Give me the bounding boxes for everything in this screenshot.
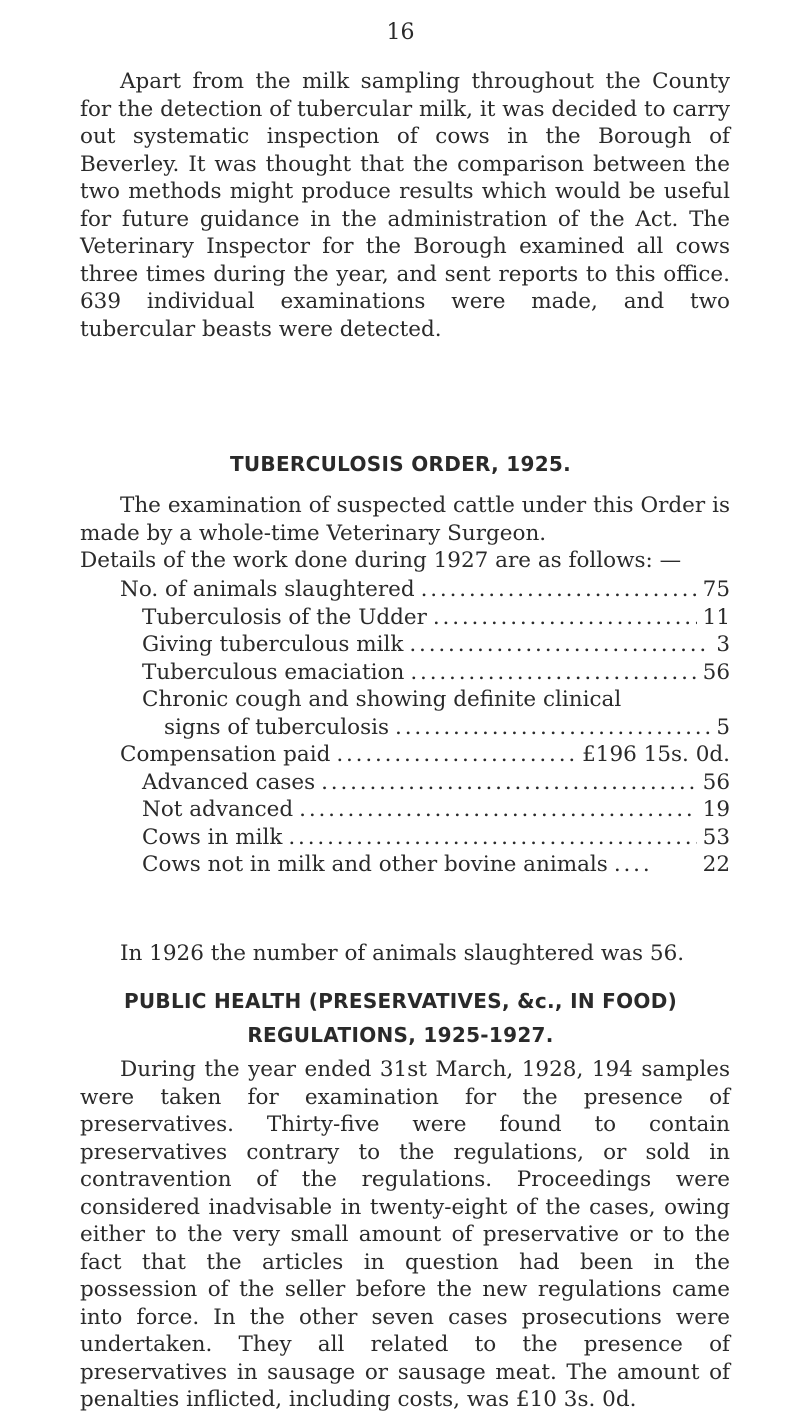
list-item xyxy=(120,796,730,824)
detail-label: Cows in milk xyxy=(142,824,283,850)
list-item xyxy=(120,851,730,879)
detail-value: 19 xyxy=(702,797,730,822)
list-item xyxy=(120,714,730,742)
detail-label: signs of tuberculosis xyxy=(164,714,390,740)
list-item xyxy=(120,576,730,604)
detail-label: Tuberculosis of the Udder xyxy=(142,604,427,630)
detail-label: Advanced cases xyxy=(142,769,316,795)
public-health-heading xyxy=(0,984,801,1052)
intro-paragraph: Apart from the milk sampling throughout the County for the detection of tubercular milk, it was decided to carry out systematic inspection of cows in the Borough of Beverley. It was thought that the comparison between the two methods might produce results which would be useful for future guidance in the administration of the Act. The Veterinary Inspector for the Borough examined all cows three times during the year, and sent reports to this office. 639 individual examinations were made, and two tubercular beasts were detected. xyxy=(80,69,730,342)
detail-label: Tuberculous emaciation xyxy=(142,659,405,685)
detail-value: 56 xyxy=(702,769,730,795)
detail-label: No. of animals slaughtered xyxy=(120,577,415,602)
tuberculosis-order-paragraph xyxy=(80,492,730,575)
list-item xyxy=(120,824,730,852)
tuberculosis-details-list xyxy=(120,576,730,879)
detail-value: 53 xyxy=(702,824,730,850)
list-item xyxy=(120,741,730,769)
details-lead: Details of the work done during 1927 are as follows: — xyxy=(80,548,682,573)
list-item xyxy=(120,769,730,797)
detail-value: 11 xyxy=(702,604,730,630)
detail-value: 75 xyxy=(702,577,730,602)
detail-label: Compensation paid xyxy=(120,742,331,767)
list-item xyxy=(120,686,730,714)
public-health-heading-line2: REGULATIONS, 1925-1927. xyxy=(247,1023,554,1047)
tuberculosis-order-heading: TUBERCULOSIS ORDER, 1925. xyxy=(229,452,572,476)
detail-label: Cows not in milk and other bovine animals xyxy=(142,852,608,877)
list-item xyxy=(120,604,730,632)
tuberculosis-order-text: The examination of suspected cattle under this Order is made by a whole-time Veterinary Surgeon. xyxy=(80,493,730,546)
detail-label: Giving tuberculous milk xyxy=(142,632,404,657)
list-item xyxy=(120,659,730,687)
detail-value: 3 xyxy=(716,632,730,657)
list-item xyxy=(120,631,730,659)
detail-value: 56 xyxy=(702,659,730,685)
detail-value: £196 15s. 0d. xyxy=(582,742,730,767)
detail-value: 5 xyxy=(716,714,730,740)
page-number: 16 xyxy=(386,20,415,45)
detail-value: 22 xyxy=(702,852,730,877)
public-health-heading-line1: PUBLIC HEALTH (PRESERVATIVES, &c., IN FOOD) xyxy=(123,989,678,1013)
public-health-paragraph: During the year ended 31st March, 1928, 194 samples were taken for examination for the presence of preservatives. Thirty-five were found to contain preservatives contrary to the regulations, or sold in contravention of the regulations. Proceedings were considered inadvisable in twenty-eight of the cases, owing either to the very small amount of preservative or to the fact that the articles in question had been in the possession of the seller before the new regulations came into force. In the other seven cases prosecutions were undertaken. They all related to the presence of preservatives in sausage or sausage meat. The amount of penalties inflicted, including costs, was £10 3s. 0d. xyxy=(80,1057,730,1412)
tuberculosis-closing: In 1926 the number of animals slaughtered was 56. xyxy=(120,941,685,966)
detail-label: Chronic cough and showing definite clinical xyxy=(142,687,622,712)
detail-label: Not advanced xyxy=(142,797,294,822)
